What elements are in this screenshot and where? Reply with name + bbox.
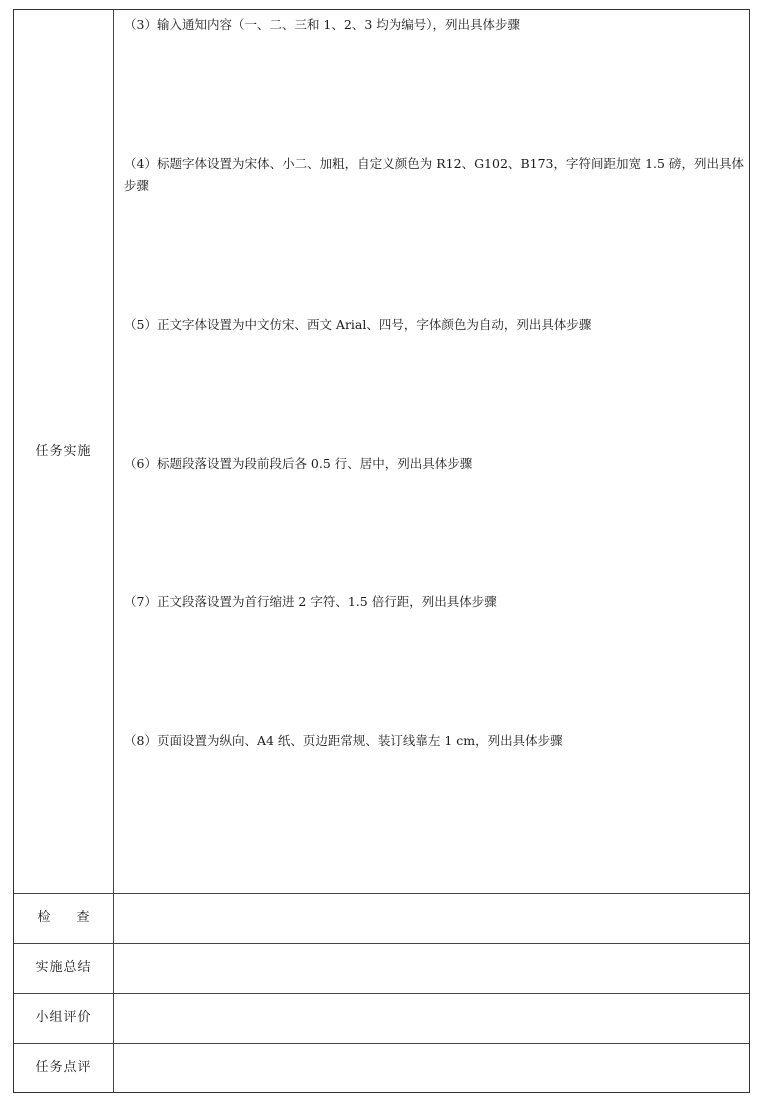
task-table: [13, 9, 750, 1093]
task-review-label: 任务点评: [35, 1060, 92, 1075]
summary-content-cell[interactable]: [114, 944, 749, 993]
step-7: （7）正文段落设置为首行缩进 2 字符、1.5 倍行距，列出具体步骤: [124, 594, 497, 609]
task-review-content-cell[interactable]: [114, 1044, 749, 1092]
summary-label: 实施总结: [35, 960, 92, 975]
step-8: （8）页面设置为纵向、A4 纸、页边距常规、装订线靠左 1 cm，列出具体步骤: [124, 733, 563, 748]
group-eval-content-cell[interactable]: [114, 994, 749, 1043]
task-impl-label: 任务实施: [35, 444, 92, 459]
group-eval-label: 小组评价: [35, 1010, 92, 1025]
step-3: （3）输入通知内容（一、二、三和 1、2、3 均为编号），列出具体步骤: [124, 17, 521, 32]
check-label: 检 查: [37, 910, 90, 925]
step-4: （4）标题字体设置为宋体、小二、加粗，自定义颜色为 R12、G102、B173，字符间距加宽 1.5 磅，列出具体步骤: [124, 156, 744, 193]
step-5: （5）正文字体设置为中文仿宋、西文 Arial、四号，字体颜色为自动，列出具体步骤: [124, 317, 592, 332]
check-content-cell[interactable]: [114, 894, 749, 943]
step-6: （6）标题段落设置为段前段后各 0.5 行、居中，列出具体步骤: [124, 456, 473, 471]
